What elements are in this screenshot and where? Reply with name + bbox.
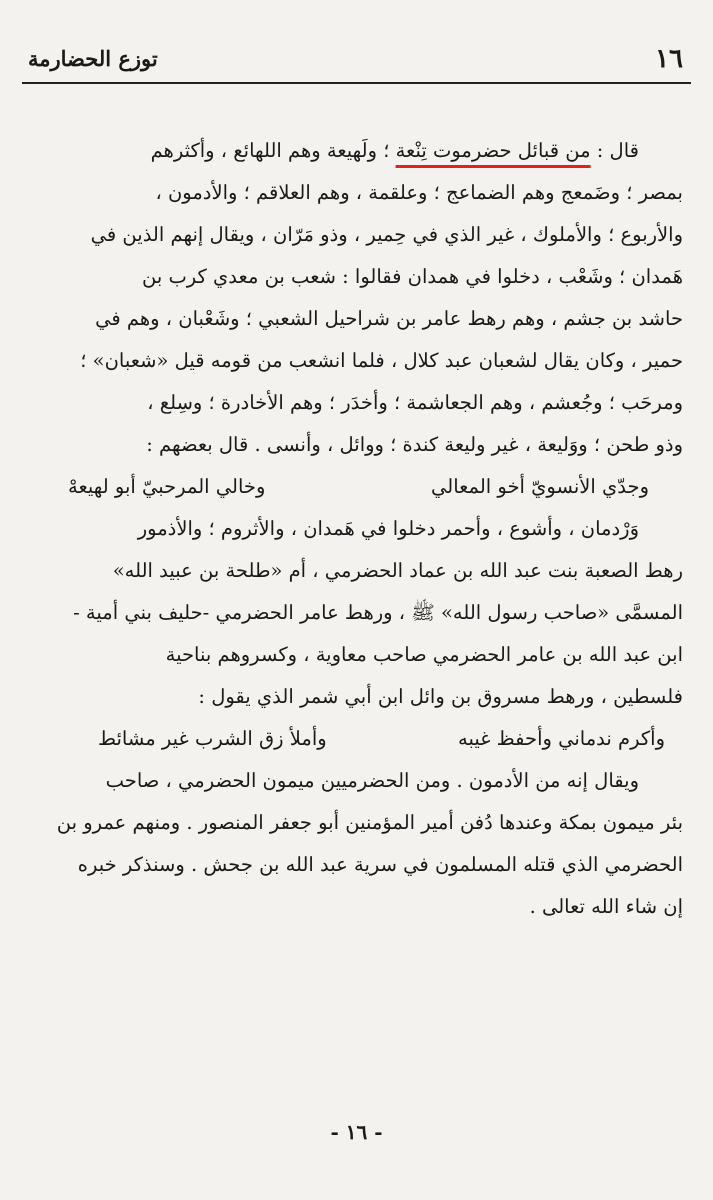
verse-hemistich-first: وجدّي الأنسويّ أخو المعالي [431,475,649,498]
text-line [28,130,683,172]
header-page-number: ١٦ [655,44,683,74]
page-header [22,40,691,84]
text-line: وذو طحن ؛ ووَليعة ، غير وليعة كندة ؛ ووائل ، وأنسى . قال بعضهم : [146,433,683,456]
text-line: بمصر ؛ وضَمعج وهم الضماعج ؛ وعلقمة ، وهم العلاقم ؛ والأدمون ، [155,181,683,204]
text-line: بئر ميمون بمكة وعندها دُفن أمير المؤمنين أبو جعفر المنصور . ومنهم عمرو بن [56,811,683,834]
text-line: رهط الصعبة بنت عبد الله بن عماد الحضرمي ، أم «طلحة بن عبيد الله» [112,559,683,582]
text-line: الحضرمي الذي قتله المسلمون في سرية عبد الله بن جحش . وسنذكر خبره [77,853,683,876]
text-span: قال : [590,139,639,162]
text-line: فلسطين ، ورهط مسروق بن وائل ابن أبي شمر الذي يقول : [198,685,683,708]
running-title: توزع الحضارمة [28,46,158,71]
text-line: ومرحَب ؛ وجُعشم ، وهم الجعاشمة ؛ وأخدَر ؛ وهم الأخادرة ؛ وسِلع ، [147,391,683,414]
highlighted-phrase: من قبائل حضرموت تِنْعة [395,139,591,162]
text-line: هَمدان ؛ وشَعْب ، دخلوا في همدان فقالوا : شعب بن معدي كرب بن [141,265,683,288]
poetry-verse [28,466,683,508]
text-line: وَرْدمان ، وأشوع ، وأحمر دخلوا في هَمدان ، والأثروم ؛ والأذمور [137,517,639,540]
footer-page-number: - ١٦ - [330,1120,383,1144]
verse-hemistich-second: وخالي المرحبيّ أبو لهيعهْ [68,475,266,498]
text-line: حمير ، وكان يقال لشعبان عبد كلال ، فلما انشعب من قومه قيل «شعبان» ؛ [80,349,683,372]
text-line: والأربوع ؛ والأملوك ، غير الذي في حِمير ، وذو مَرّان ، ويقال إنهم الذين في [90,223,683,246]
poetry-verse [28,718,683,760]
text-span: ؛ ولَهيعة وهم اللهائع ، وأكثرهم [150,139,396,162]
text-line: ويقال إنه من الأدمون . ومن الحضرميين ميمون الحضرمي ، صاحب [105,769,639,792]
text-line: حاشد بن جشم ، وهم رهط عامر بن شراحيل الشعبي ؛ وشَعْبان ، وهم في [95,307,683,330]
text-line: إن شاء الله تعالى . [529,895,683,918]
text-line: المسمَّى «صاحب رسول الله» ﷺ ، ورهط عامر الحضرمي -حليف بني أمية - [73,601,683,624]
verse-hemistich-first: وأكرم ندماني وأحفظ غيبه [458,727,665,750]
text-line: ابن عبد الله بن عامر الحضرمي صاحب معاوية ، وكسروهم بناحية [165,643,683,666]
page-body [28,130,683,928]
verse-hemistich-second: وأملأ زق الشرب غير مشائط [98,727,327,750]
